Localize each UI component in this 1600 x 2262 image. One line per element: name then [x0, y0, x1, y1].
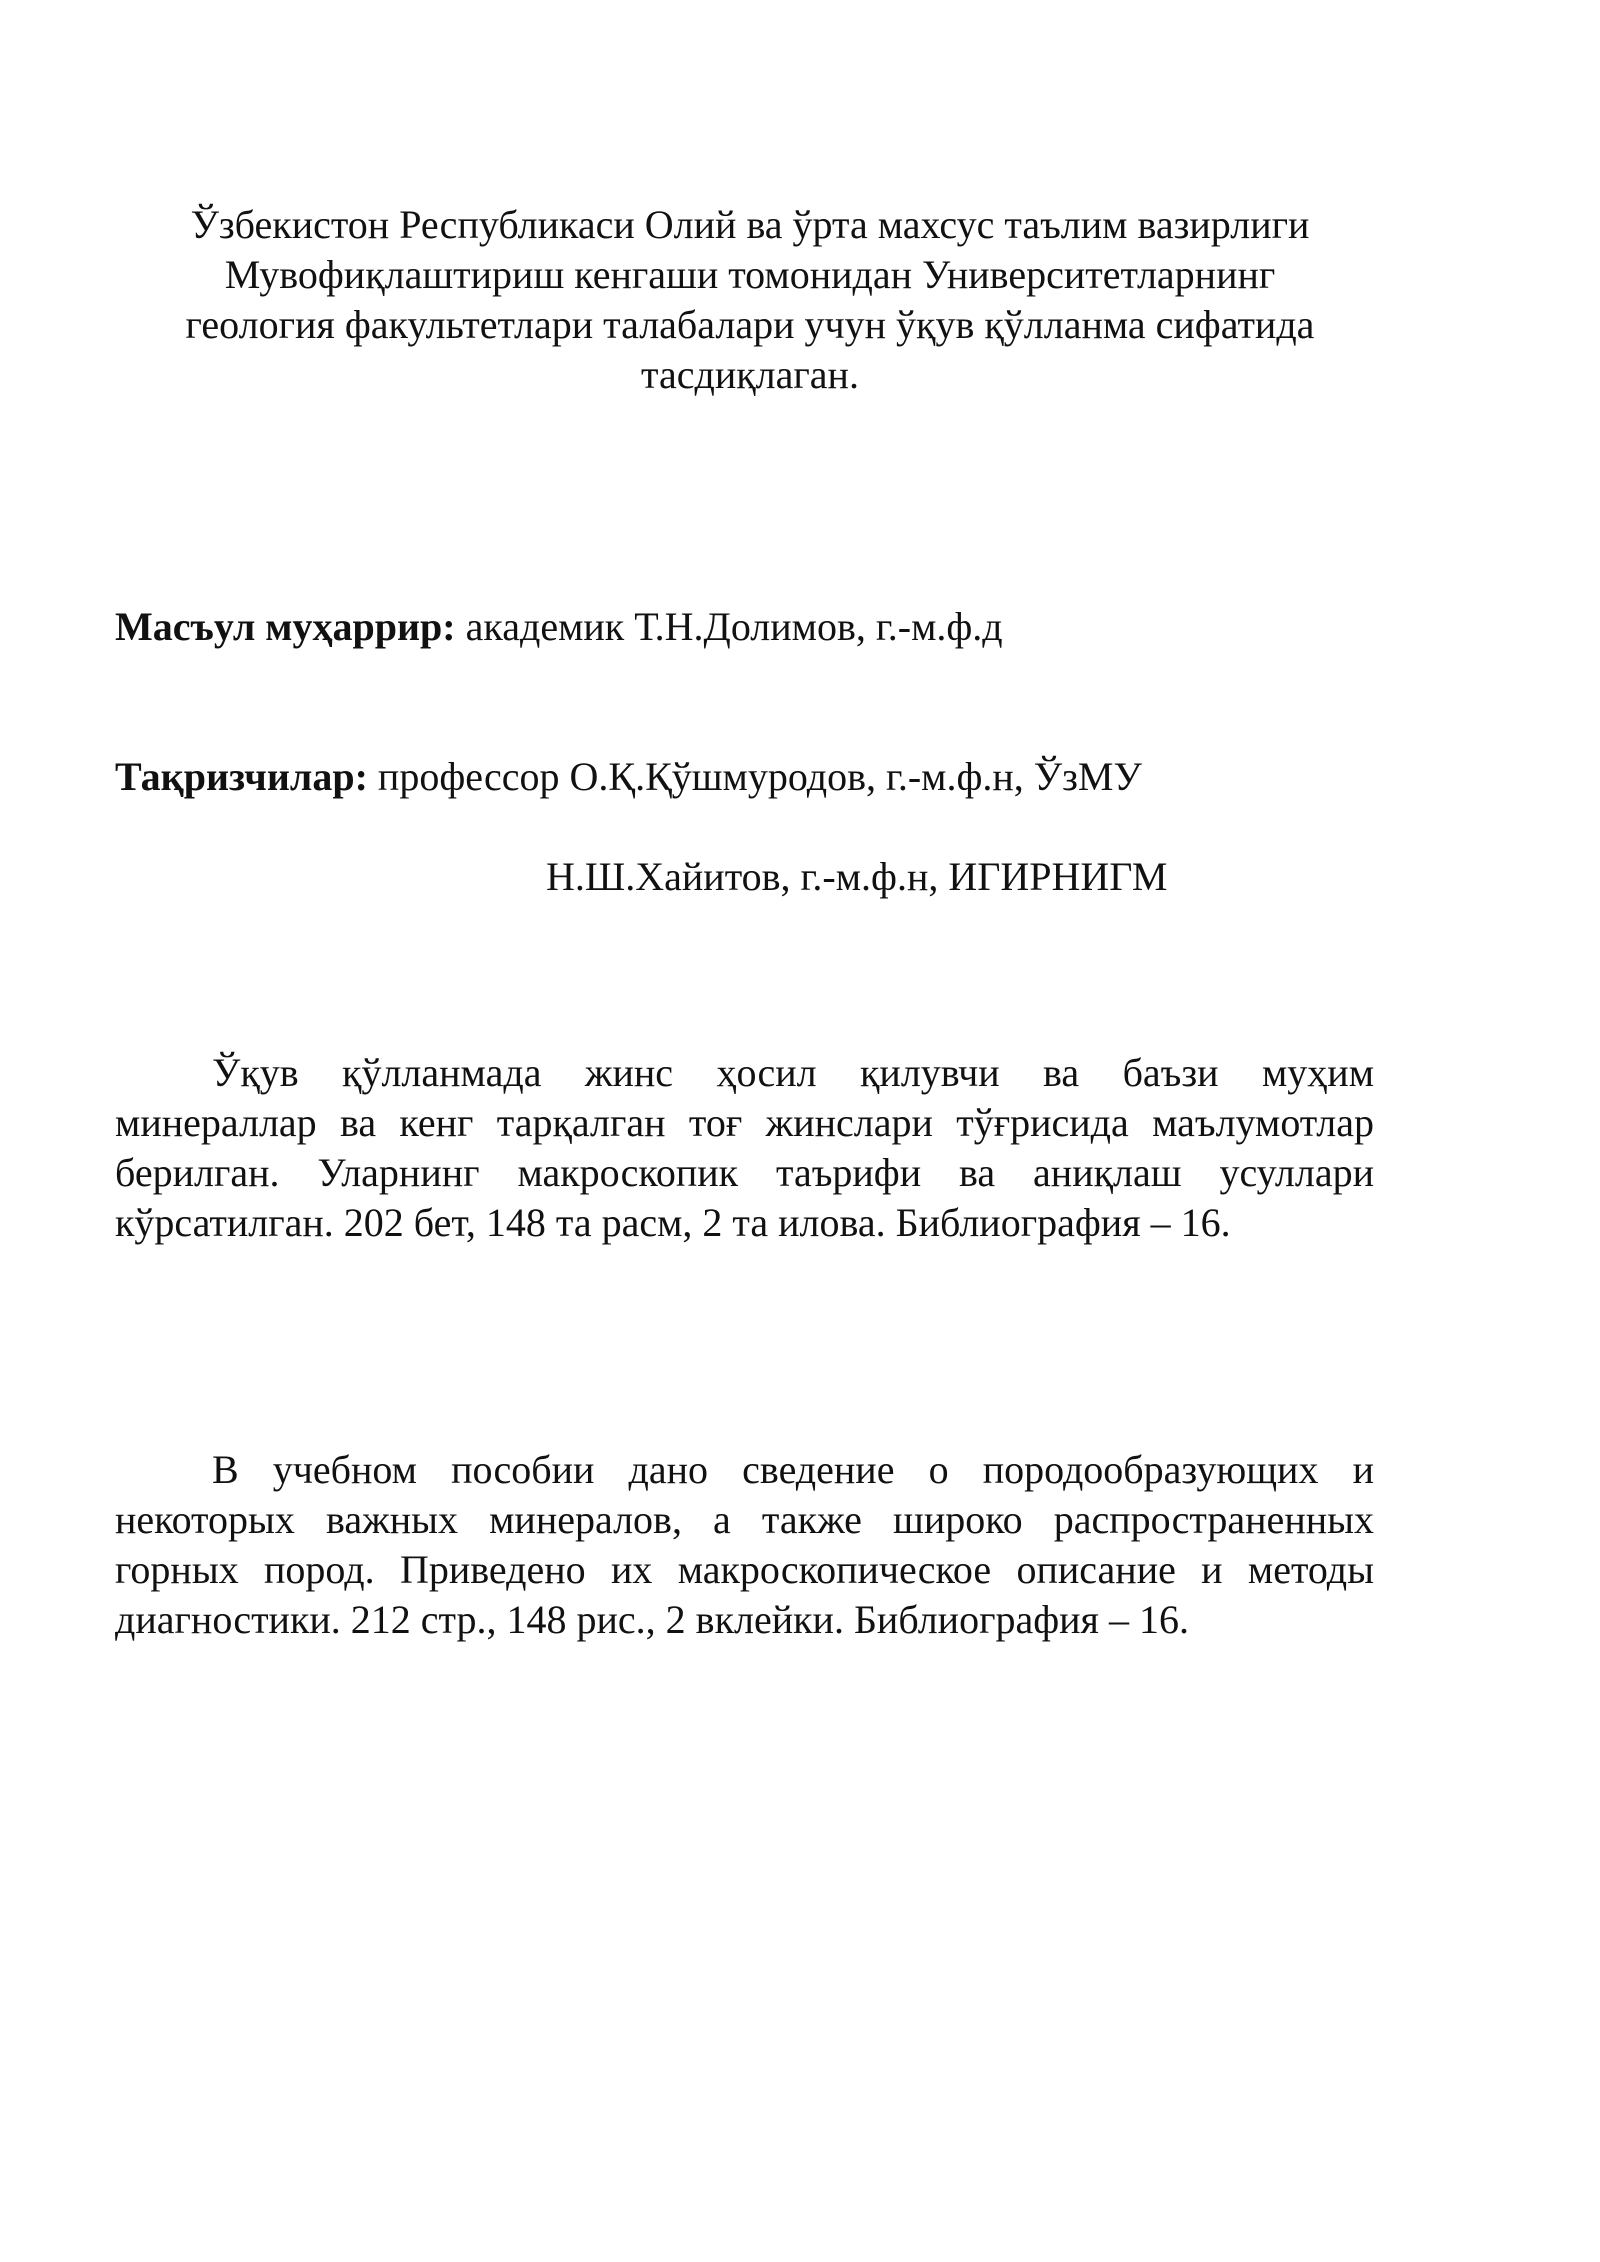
approval-line: Ўзбекистон Республикаси Олий ва ўрта махсус таълим вазирлиги	[190, 202, 1310, 247]
reviewers	[115, 752, 1142, 802]
abstract-line: горных пород. Приведено их макроскопическое описание и методы	[115, 1547, 1374, 1592]
abstract-russian	[115, 1445, 1374, 1645]
responsible-editor	[115, 602, 1003, 652]
abstract-line: В учебном пособии дано сведение о породообразующих и	[212, 1447, 1374, 1492]
abstract-line: некоторых важных минералов, а также широко распространенных	[115, 1497, 1374, 1542]
reviewer-first: профессор О.Қ.Қўшмуродов, г.-м.ф.н, ЎзМУ	[367, 754, 1142, 799]
approval-line: геология факультетлари талабалари учун ўқув қўлланма сифатида	[185, 302, 1315, 347]
approval-statement	[120, 200, 1380, 400]
reviewers-label: Тақризчилар:	[115, 754, 368, 799]
reviewer-second: Н.Ш.Хайитов, г.-м.ф.н, ИГИРНИГМ	[546, 854, 1168, 899]
abstract-line: кўрсатилган. 202 бет, 148 та расм, 2 та илова. Библиография – 16.	[115, 1200, 1231, 1245]
approval-line: Мувофиқлаштириш кенгаши томонидан Университетларнинг	[224, 252, 1276, 297]
abstract-line: диагностики. 212 стр., 148 рис., 2 вклейки. Библиография – 16.	[115, 1597, 1189, 1642]
abstract-line: берилган. Уларнинг макроскопик таърифи ва аниқлаш усуллари	[115, 1150, 1374, 1195]
editor-label: Масъул муҳаррир:	[115, 604, 456, 649]
abstract-line: минераллар ва кенг тарқалган тоғ жинслари тўғрисида маълумотлар	[115, 1100, 1374, 1145]
editor-value: академик Т.Н.Долимов, г.-м.ф.д	[455, 604, 1003, 649]
abstract-line: Ўқув қўлланмада жинс ҳосил қилувчи ва баъзи муҳим	[212, 1050, 1374, 1095]
abstract-uzbek	[115, 1048, 1374, 1248]
approval-line: тасдиқлаган.	[641, 352, 859, 397]
